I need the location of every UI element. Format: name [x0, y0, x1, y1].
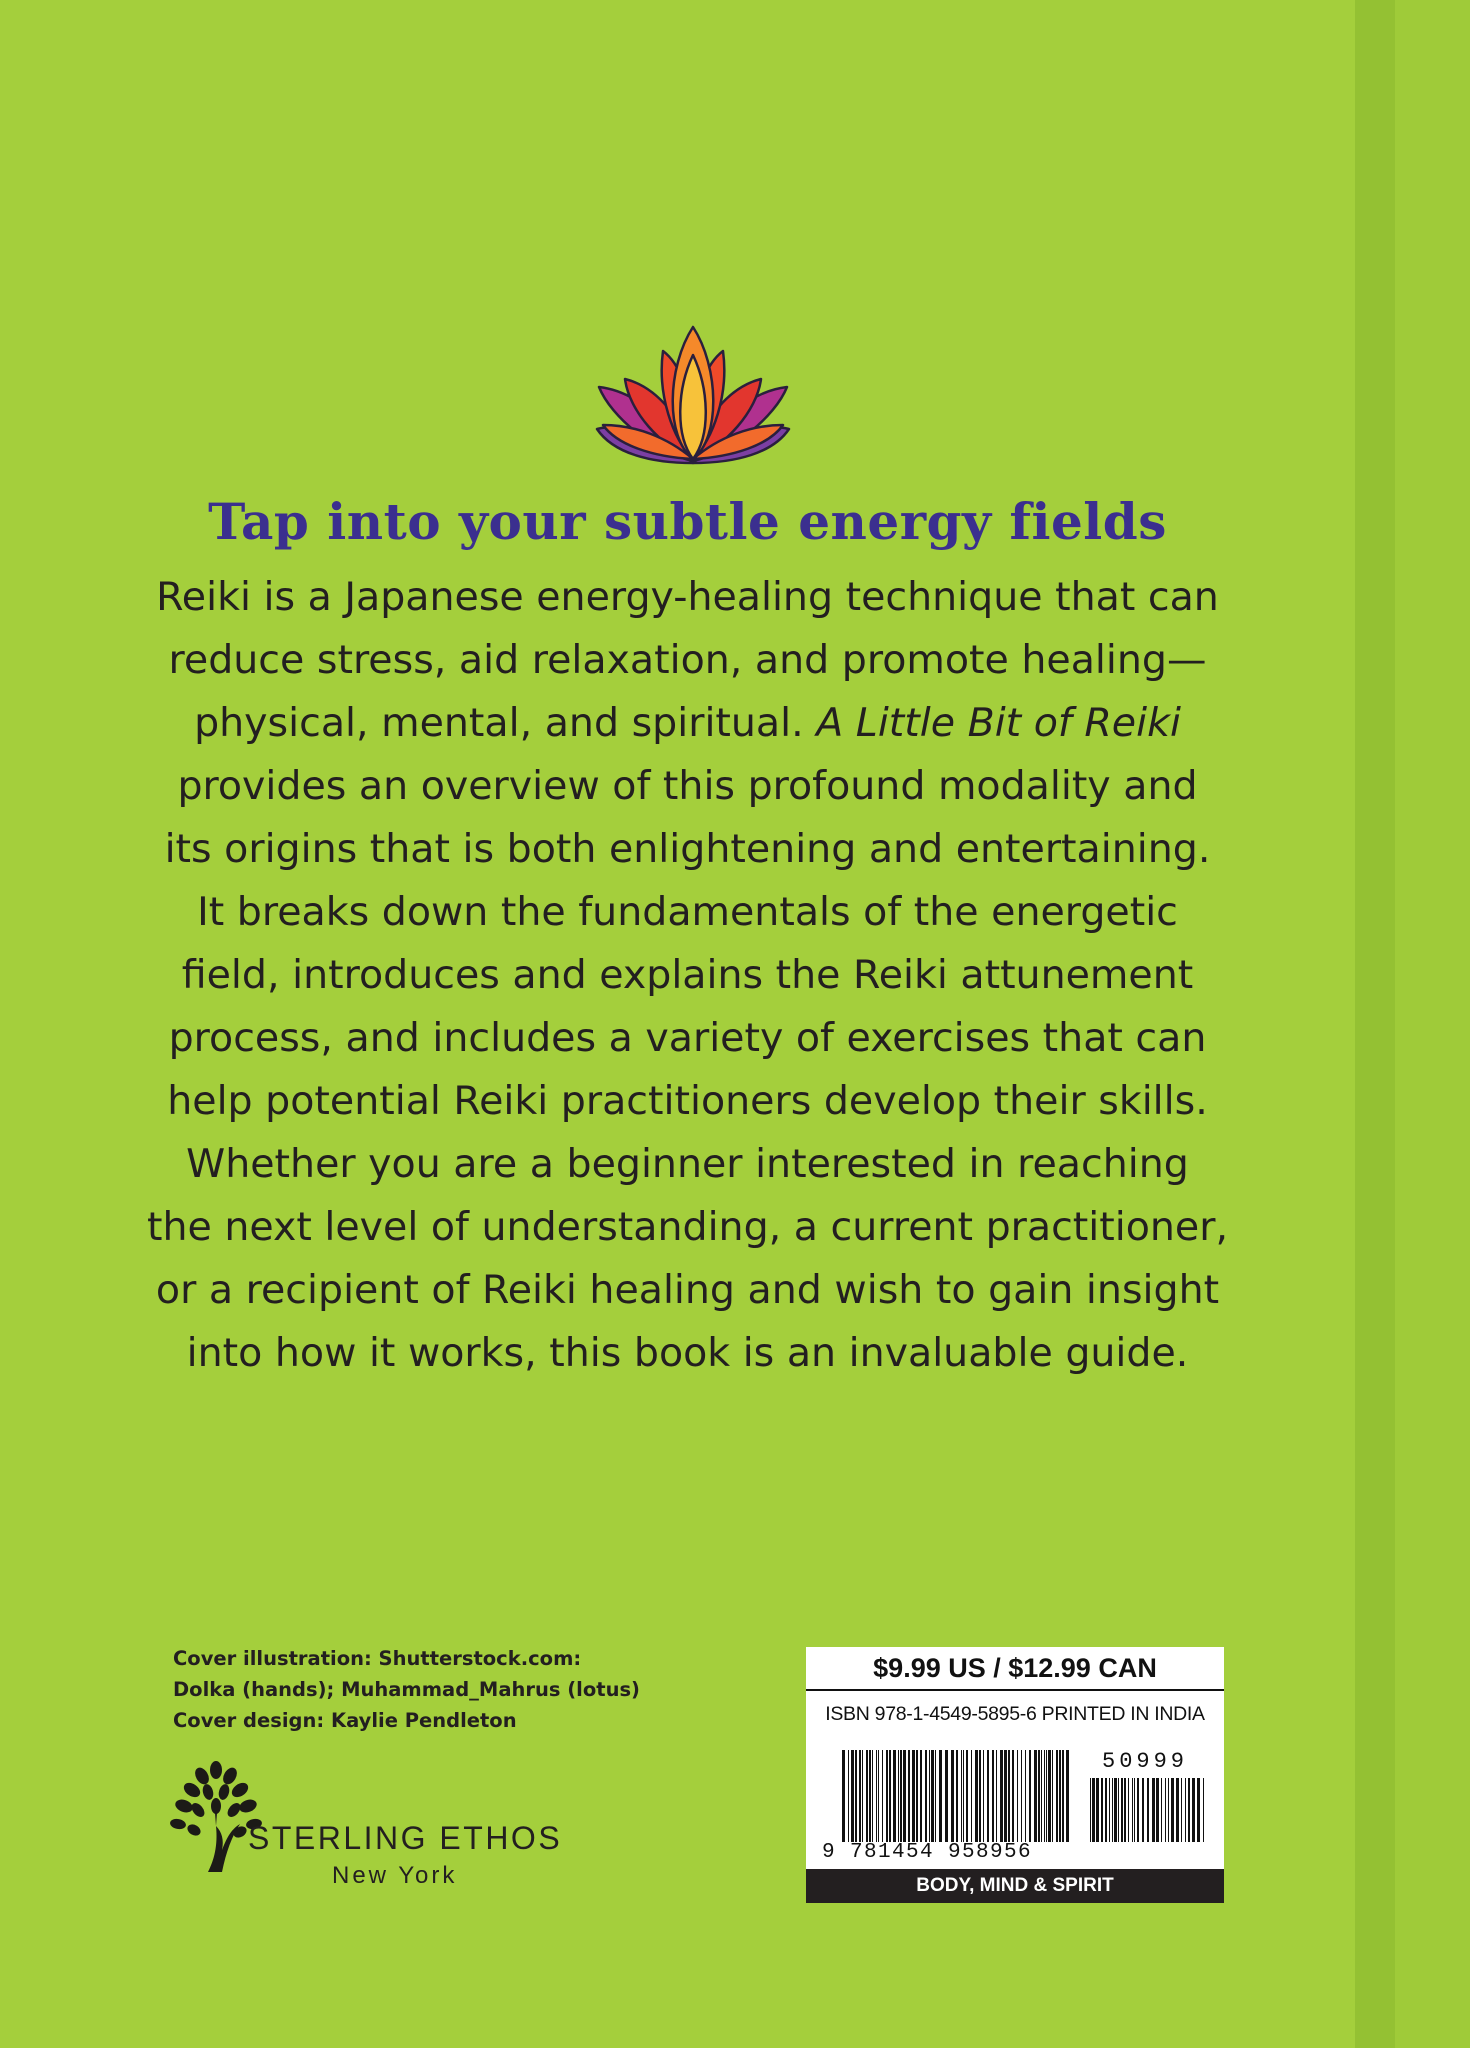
- isbn-label: ISBN 978-1-4549-5895-6 PRINTED IN INDIA: [825, 1703, 1205, 1725]
- barcode-bar: [931, 1750, 934, 1842]
- barcode-bar: [1203, 1778, 1204, 1842]
- barcode-bar: [925, 1750, 927, 1842]
- barcode-bar: [1052, 1750, 1053, 1842]
- barcode-bar: [1181, 1778, 1182, 1842]
- barcode-bar: [848, 1750, 849, 1842]
- category-label: BODY, MIND & SPIRIT: [806, 1869, 1224, 1903]
- barcode-bar: [859, 1750, 861, 1842]
- barcode-bar: [1165, 1778, 1166, 1842]
- barcode-bar: [862, 1750, 863, 1842]
- blurb-line: into how it works, this book is an invaluable guide.: [186, 1330, 1189, 1376]
- addon-barcode: [1090, 1778, 1208, 1842]
- barcode-bar: [1017, 1750, 1018, 1842]
- barcode-bar: [842, 1750, 845, 1842]
- barcode-bar: [1152, 1778, 1155, 1842]
- barcode-bar: [1137, 1778, 1139, 1842]
- barcode-bar: [872, 1750, 873, 1842]
- credit-line: Dolka (hands); Muhammad_Mahrus (lotus): [173, 1678, 640, 1701]
- barcode-bar: [963, 1750, 964, 1842]
- barcode-bar: [1188, 1778, 1190, 1842]
- barcode-bar: [1185, 1778, 1186, 1842]
- blurb-line: It breaks down the fundamentals of the energetic: [197, 889, 1178, 935]
- publisher-logo: [170, 1760, 590, 1889]
- blurb-line: or a recipient of Reiki healing and wish to gain insight: [155, 1267, 1220, 1313]
- lotus-icon: [595, 325, 791, 467]
- barcode-bar: [1059, 1750, 1061, 1842]
- cover-credits: [173, 1643, 640, 1736]
- barcode-bar: [1029, 1750, 1031, 1842]
- credit-line: Cover design: Kaylie Pendleton: [173, 1709, 517, 1732]
- barcode-bar: [1092, 1778, 1095, 1842]
- barcode-bar: [1008, 1750, 1010, 1842]
- barcode-bar: [1161, 1778, 1162, 1842]
- barcode-bar: [898, 1750, 899, 1842]
- barcode-bar: [1090, 1778, 1091, 1842]
- barcode-bar: [966, 1750, 968, 1842]
- barcode-bar: [1038, 1750, 1040, 1842]
- barcode-bar: [1056, 1750, 1058, 1842]
- barcode-bar: [878, 1750, 879, 1842]
- heading: Tap into your subtle energy fields: [208, 492, 1167, 551]
- barcode-bar: [939, 1750, 942, 1842]
- barcode-bar: [889, 1750, 891, 1842]
- barcode-bar: [1121, 1778, 1123, 1842]
- barcode-bar: [935, 1750, 936, 1842]
- credit-line: Cover illustration: Shutterstock.com:: [173, 1647, 582, 1670]
- blurb-line: the next level of understanding, a current practitioner,: [146, 1204, 1229, 1250]
- barcode-bar: [945, 1750, 948, 1842]
- barcode-bar: [992, 1750, 994, 1842]
- blurb-line: Whether you are a beginner interested in reaching: [186, 1141, 1189, 1187]
- blurb-line: reduce stress, aid relaxation, and promote healing—: [168, 637, 1207, 683]
- blurb-line: provides an overview of this profound modality and: [177, 763, 1198, 809]
- barcode-bar: [866, 1750, 868, 1842]
- barcode-bar: [1197, 1778, 1200, 1842]
- barcode-bar: [886, 1750, 888, 1842]
- spine-edge: [1395, 0, 1470, 2048]
- barcode-bar: [1134, 1778, 1135, 1842]
- barcode-bar: [920, 1750, 922, 1842]
- barcode: [842, 1750, 1072, 1842]
- barcode-bar: [996, 1750, 997, 1842]
- barcode-bar: [912, 1750, 915, 1842]
- barcode-bar: [900, 1750, 902, 1842]
- barcode-bar: [1147, 1778, 1149, 1842]
- barcode-bar: [1128, 1778, 1129, 1842]
- barcode-bar: [1109, 1778, 1110, 1842]
- blurb-line: [140, 692, 1235, 755]
- barcode-bar: [882, 1750, 883, 1842]
- barcode-bar: [971, 1750, 972, 1842]
- barcode-bar: [1142, 1778, 1144, 1842]
- barcode-bar: [1034, 1750, 1037, 1842]
- publisher-city: New York: [332, 1862, 458, 1889]
- barcode-bar: [1112, 1778, 1113, 1842]
- barcode-bar: [1101, 1778, 1103, 1842]
- blurb-line: field, introduces and explains the Reiki attunement: [181, 952, 1194, 998]
- barcode-bar: [1025, 1750, 1026, 1842]
- barcode-bar: [1171, 1778, 1174, 1842]
- barcode-bar: [893, 1750, 896, 1842]
- barcode-bar: [916, 1750, 918, 1842]
- publisher-name: STERLING ETHOS: [248, 1820, 563, 1856]
- barcode-bar: [851, 1750, 854, 1842]
- barcode-bar: [1114, 1778, 1117, 1842]
- barcode-digits: 9 781454 958956: [822, 1841, 1033, 1864]
- blurb-line: Reiki is a Japanese energy-healing technique that can: [156, 574, 1219, 620]
- barcode-bar: [1046, 1750, 1047, 1842]
- barcode-bar: [1041, 1750, 1042, 1842]
- barcode-bar: [1156, 1778, 1159, 1842]
- barcode-bar: [975, 1750, 978, 1842]
- barcode-bar: [1124, 1778, 1126, 1842]
- book-title: A Little Bit of Reiki: [816, 700, 1181, 746]
- blurb-line: process, and includes a variety of exercises that can: [168, 1015, 1207, 1061]
- barcode-bar: [1118, 1778, 1119, 1842]
- barcode-bar: [903, 1750, 906, 1842]
- spine-band: [1355, 0, 1395, 2048]
- blurb-line: its origins that is both enlightening and entertaining.: [164, 826, 1211, 872]
- barcode-bar: [1096, 1778, 1099, 1842]
- blurb-line: help potential Reiki practitioners develop their skills.: [167, 1078, 1208, 1124]
- price-label: $9.99 US / $12.99 CAN: [873, 1653, 1157, 1683]
- barcode-bar: [979, 1750, 981, 1842]
- barcode-bar: [1044, 1750, 1045, 1842]
- barcode-bar: [908, 1750, 910, 1842]
- barcode-bar: [876, 1750, 877, 1842]
- barcode-bar: [987, 1750, 989, 1842]
- barcode-bar: [1000, 1750, 1003, 1842]
- barcode-bar: [961, 1750, 962, 1842]
- price-barcode-box: [806, 1647, 1224, 1903]
- barcode-bar: [869, 1750, 871, 1842]
- barcode-bar: [929, 1750, 930, 1842]
- barcode-bar: [1012, 1750, 1014, 1842]
- barcode-bar: [855, 1750, 857, 1842]
- barcode-bar: [1168, 1778, 1169, 1842]
- blurb: [140, 566, 1235, 1385]
- barcode-bar: [1176, 1778, 1179, 1842]
- barcode-bar: [1192, 1778, 1195, 1842]
- barcode-bar: [1062, 1750, 1064, 1842]
- addon-digits: 50999: [1102, 1749, 1189, 1774]
- tree-icon: [170, 1760, 270, 1876]
- barcode-bar: [983, 1750, 984, 1842]
- barcode-bar: [1105, 1778, 1107, 1842]
- barcode-bar: [1132, 1778, 1133, 1842]
- blurb-line-text: physical, mental, and spiritual.: [194, 700, 817, 746]
- barcode-bar: [1004, 1750, 1007, 1842]
- barcode-bar: [1066, 1750, 1069, 1842]
- barcode-bar: [956, 1750, 958, 1842]
- barcode-bar: [951, 1750, 954, 1842]
- barcode-bar: [1048, 1750, 1051, 1842]
- barcode-bar: [1021, 1750, 1022, 1842]
